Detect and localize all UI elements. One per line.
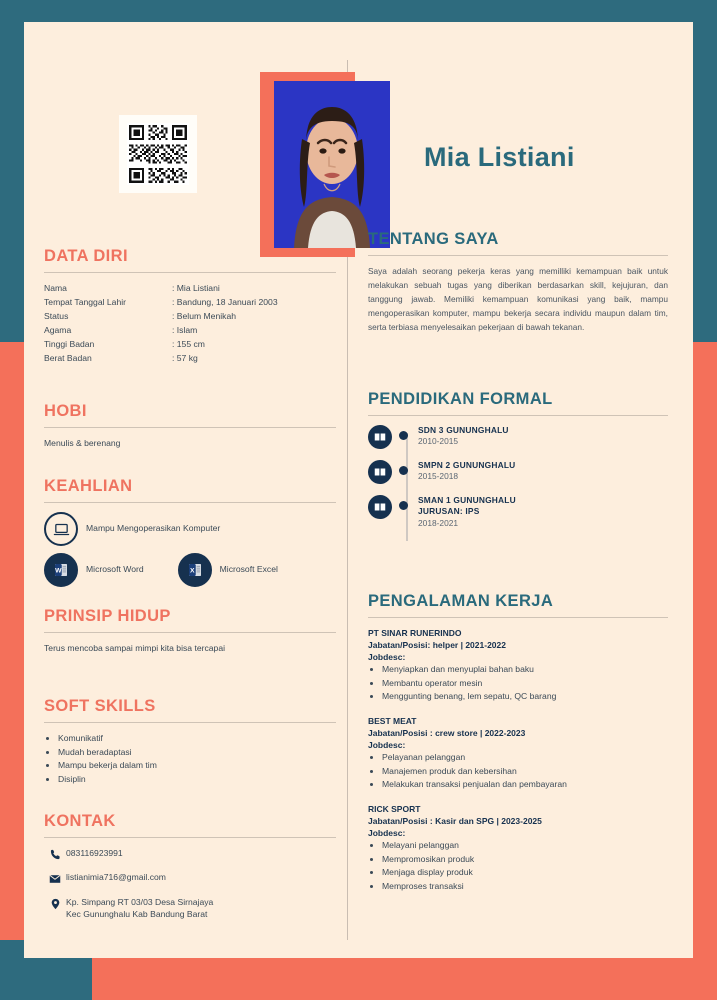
section-kontak xyxy=(44,812,336,931)
table-row xyxy=(44,282,336,296)
list-item: • Pelayanan pelanggan xyxy=(382,751,668,765)
list-item: • Membantu operator mesin xyxy=(382,677,668,691)
divider-rule xyxy=(368,617,668,618)
school-years: 2010-2015 xyxy=(418,436,459,447)
jobdesc-label: Jobdesc: xyxy=(368,827,406,838)
job-task-list xyxy=(368,751,668,792)
row-key: Berat Badan xyxy=(44,352,92,363)
divider-rule xyxy=(44,722,336,723)
job-task-list xyxy=(368,663,668,704)
soft-skills-list xyxy=(44,732,336,786)
section-data-diri xyxy=(44,247,336,366)
row-value: : Belum Menikah xyxy=(172,310,237,321)
list-item: • Manajemen produk dan kebersihan xyxy=(382,765,668,779)
list-item: • Disiplin xyxy=(58,773,336,787)
tentang-title: TENTANG SAYA xyxy=(368,230,499,248)
jobdesc-label: Jobdesc: xyxy=(368,740,406,751)
soft-skills-title: SOFT SKILLS xyxy=(44,697,156,715)
row-key: Tinggi Badan xyxy=(44,338,95,349)
list-item: • Komunikatif xyxy=(58,732,336,746)
divider-rule xyxy=(44,502,336,503)
address-line-2: Kec Gununghalu Kab Bandung Barat xyxy=(66,909,208,920)
row-key: Tempat Tanggal Lahir xyxy=(44,296,127,307)
phone-number: 083116923991 xyxy=(66,848,123,858)
list-item: • Melayani pelanggan xyxy=(382,839,668,853)
school-name: SMAN 1 GUNUNGHALU xyxy=(418,495,516,505)
portrait-photo xyxy=(274,81,390,248)
list-item: • Melakukan transaksi penjualan dan pembayaran xyxy=(382,778,668,792)
list-item: • Menggunting benang, lem sepatu, QC barang xyxy=(382,690,668,704)
skill-item-word xyxy=(44,553,144,587)
skill-label: Mampu Mengoperasikan Komputer xyxy=(86,523,221,534)
pendidikan-title: PENDIDIKAN FORMAL xyxy=(368,390,553,408)
contact-address xyxy=(44,896,336,921)
education-text xyxy=(418,425,509,448)
divider-rule xyxy=(44,427,336,428)
section-tentang-saya xyxy=(368,230,668,335)
table-row xyxy=(44,352,336,366)
email-address: listianimia716@gmail.com xyxy=(66,872,166,882)
education-text xyxy=(418,460,515,483)
page-title: Mia Listiani xyxy=(424,142,575,172)
address-line-1: Kp. Simpang RT 03/03 Desa Sirnajaya xyxy=(66,897,214,907)
qr-code xyxy=(119,115,197,193)
timeline-dot xyxy=(399,431,408,440)
location-pin-icon xyxy=(44,896,66,911)
divider-rule xyxy=(44,272,336,273)
list-item: • Memproses transaksi xyxy=(382,880,668,894)
tentang-text: Saya adalah seorang pekerja keras yang memilliki kemampuan baik untuk melakukan sebuah tugas yang diberikan berdasarkan skill, kejujuran, dan tanggung jawab. Memiliki kemampuan komunikasi yang baik, mampu mengoperasikan komputer, mampu bekerja secara individu maupun dalam tim, serta terbiasa menyelesaikan pekerjaan di bawah tekanan. xyxy=(368,266,668,332)
section-soft-skills xyxy=(44,697,336,786)
pengalaman-title: PENGALAMAN KERJA xyxy=(368,592,554,610)
laptop-icon xyxy=(44,512,78,546)
row-key: Nama xyxy=(44,283,67,293)
kontak-title: KONTAK xyxy=(44,812,116,830)
job-entry xyxy=(368,803,668,894)
list-item: • Mampu bekerja dalam tim xyxy=(58,759,336,773)
section-hobi xyxy=(44,402,336,451)
skill-label: Microsoft Word xyxy=(86,564,144,575)
phone-icon xyxy=(44,847,66,861)
school-years: 2018-2021 xyxy=(418,517,459,528)
row-value: : 57 kg xyxy=(172,352,198,363)
divider-rule xyxy=(44,837,336,838)
education-entry xyxy=(368,425,668,449)
svg-text:W: W xyxy=(55,567,62,575)
excel-icon xyxy=(178,553,212,587)
prinsip-text: Terus mencoba sampai mimpi kita bisa tercapai xyxy=(44,643,226,653)
address-text xyxy=(66,896,213,921)
skill-item-excel xyxy=(178,553,278,587)
word-icon xyxy=(44,553,78,587)
job-entry xyxy=(368,715,668,792)
list-item: • Menjaga display produk xyxy=(382,866,668,880)
svg-text:X: X xyxy=(189,567,195,575)
row-value: : Bandung, 18 Januari 2003 xyxy=(172,296,278,307)
timeline-dot xyxy=(399,466,408,475)
row-value: : 155 cm xyxy=(172,338,205,349)
data-diri-title: DATA DIRI xyxy=(44,247,128,265)
divider-rule xyxy=(368,415,668,416)
job-position: Jabatan/Posisi : Kasir dan SPG | 2023-2025 xyxy=(368,815,542,826)
section-pengalaman-kerja xyxy=(368,592,668,904)
job-company: BEST MEAT xyxy=(368,715,417,726)
skill-label: Microsoft Excel xyxy=(219,564,278,575)
row-value: : Islam xyxy=(172,324,198,335)
hobi-text: Menulis & berenang xyxy=(44,438,121,448)
skill-item-computer xyxy=(44,512,336,546)
contact-email[interactable] xyxy=(44,871,336,886)
job-position: Jabatan/Posisi: helper | 2021-2022 xyxy=(368,640,506,651)
education-entry xyxy=(368,460,668,484)
table-row xyxy=(44,296,336,310)
timeline-dot xyxy=(399,501,408,510)
table-row xyxy=(44,324,336,338)
hobi-title: HOBI xyxy=(44,402,87,420)
education-timeline xyxy=(368,425,668,529)
row-value: : Mia Listiani xyxy=(172,283,220,293)
data-diri-table xyxy=(44,282,336,366)
contact-phone[interactable] xyxy=(44,847,336,861)
book-icon xyxy=(368,460,392,484)
list-item: • Menyiapkan dan menyuplai bahan baku xyxy=(382,663,668,677)
book-icon xyxy=(368,425,392,449)
skill-row xyxy=(44,553,336,587)
divider-rule xyxy=(44,632,336,633)
section-prinsip-hidup xyxy=(44,607,336,656)
list-item: • Mudah beradaptasi xyxy=(58,746,336,760)
job-task-list xyxy=(368,839,668,893)
book-icon xyxy=(368,495,392,519)
row-key: Status xyxy=(44,310,69,321)
education-entry xyxy=(368,495,668,529)
job-entry xyxy=(368,627,668,704)
school-name: SDN 3 GUNUNGHALU xyxy=(418,425,509,435)
row-key: Agama xyxy=(44,324,72,335)
cv-sheet xyxy=(24,22,693,958)
table-row xyxy=(44,338,336,352)
school-major: JURUSAN: IPS xyxy=(418,506,480,517)
school-name: SMPN 2 GUNUNGHALU xyxy=(418,460,516,470)
section-keahlian xyxy=(44,477,336,587)
mail-icon xyxy=(44,871,66,886)
table-row xyxy=(44,310,336,324)
education-text xyxy=(418,495,516,529)
job-position: Jabatan/Posisi : crew store | 2022-2023 xyxy=(368,727,526,738)
divider-rule xyxy=(368,255,668,256)
section-pendidikan-formal xyxy=(368,390,668,540)
keahlian-title: KEAHLIAN xyxy=(44,477,133,495)
jobdesc-label: Jobdesc: xyxy=(368,652,406,663)
list-item: • Mempromosikan produk xyxy=(382,853,668,867)
job-company: RICK SPORT xyxy=(368,803,421,814)
school-years: 2015-2018 xyxy=(418,471,459,482)
prinsip-title: PRINSIP HIDUP xyxy=(44,607,171,625)
job-company: PT SINAR RUNERINDO xyxy=(368,628,462,638)
